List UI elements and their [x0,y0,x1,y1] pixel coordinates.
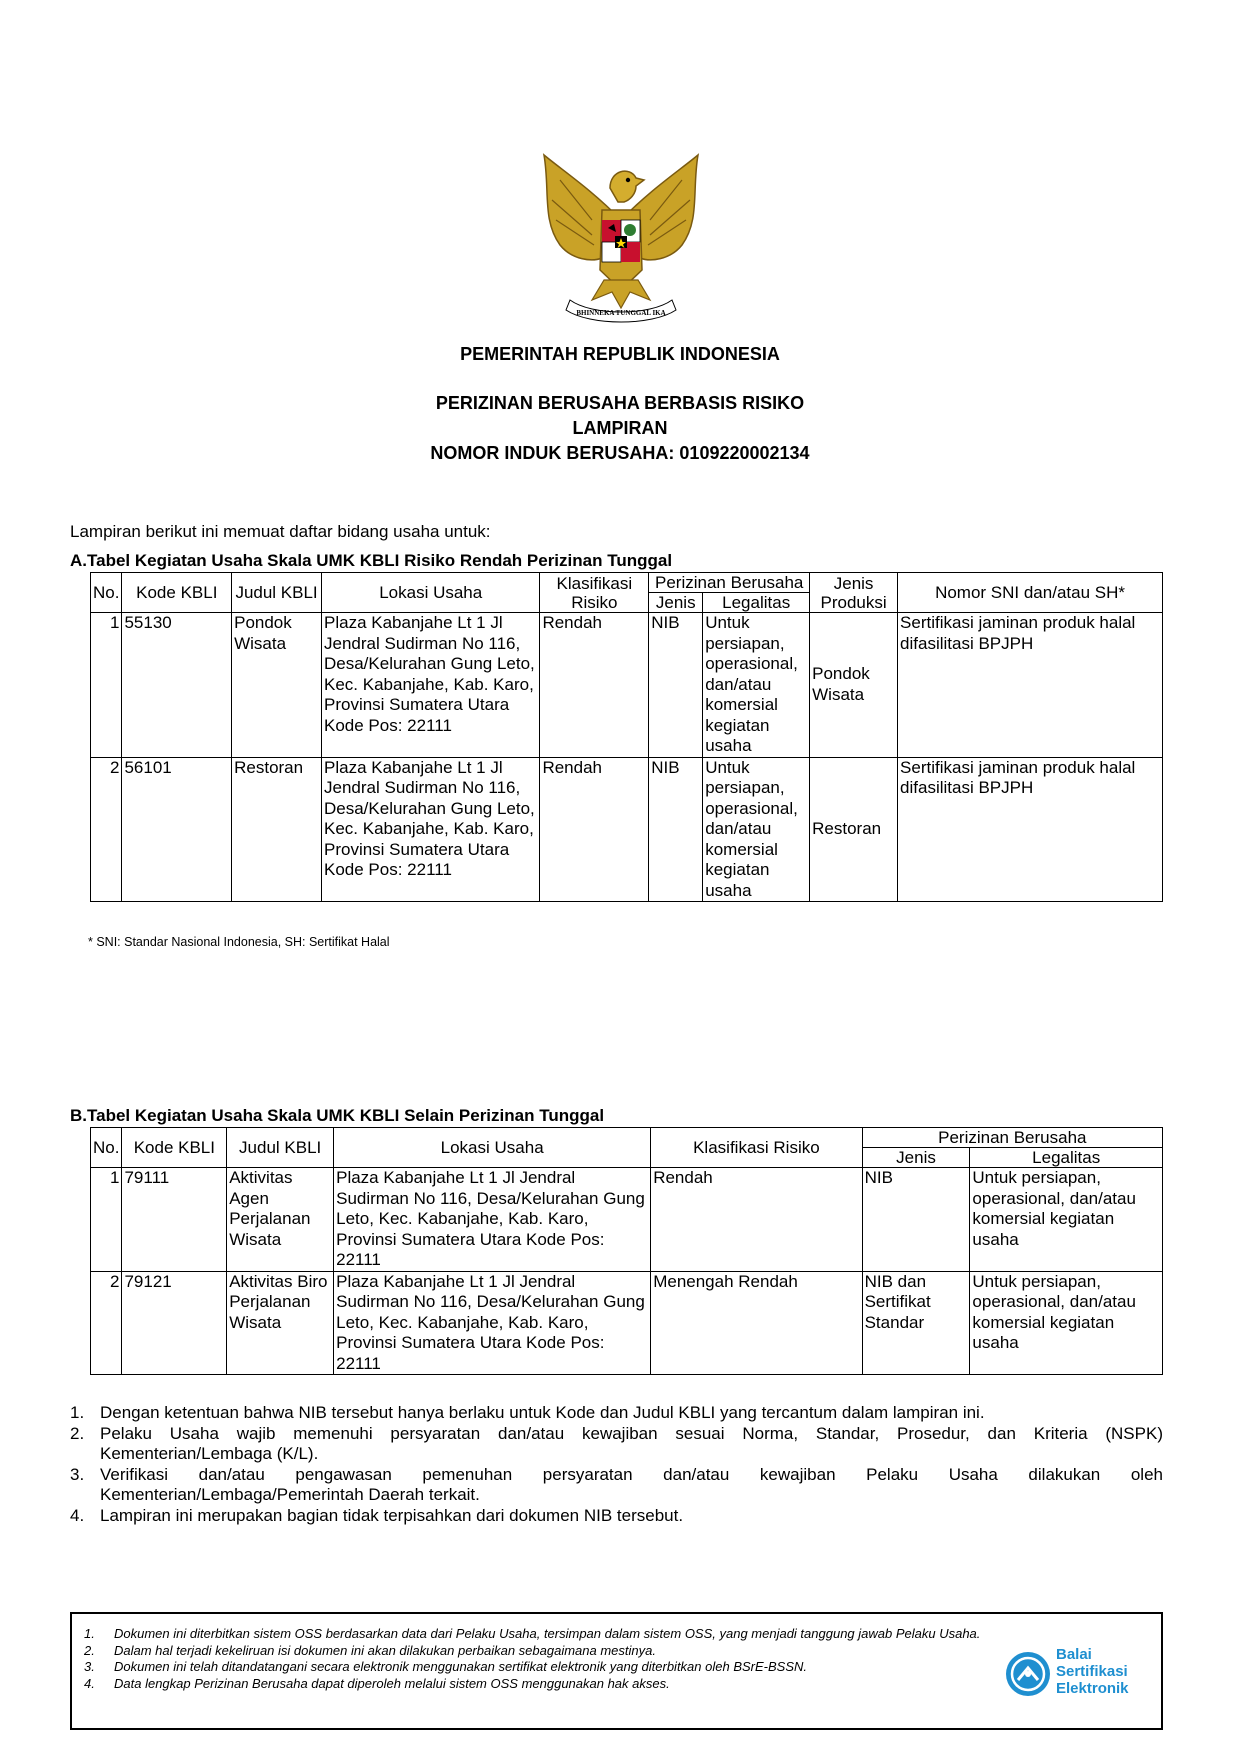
header-no: No. [91,1128,122,1168]
row-kode: 79121 [122,1271,227,1375]
note-text: Pelaku Usaha wajib memenuhi persyaratan dan/atau kewajiban sesuai Norma, Standar, Prosedur, dan Kriteria (NSPK) Kementerian/Lembaga (K/L). [100,1423,1163,1463]
header-klasifikasi-risiko: Klasifikasi Risiko [651,1128,862,1168]
row-legalitas: Untuk persiapan, operasional, dan/atau komersial kegiatan usaha [703,613,810,758]
nib-number: NOMOR INDUK BERUSAHA: 0109220002134 [430,443,810,463]
note-number: 4. [70,1505,85,1525]
row-no: 1 [91,613,122,758]
header-no: No. [91,573,122,613]
table-a-title: A.Tabel Kegiatan Usaha Skala UMK KBLI Risiko Rendah Perizinan Tunggal [70,551,673,570]
row-no: 2 [91,1271,122,1375]
row-legalitas: Untuk persiapan, operasional, dan/atau komersial kegiatan usaha [703,757,810,902]
note-text: Verifikasi dan/atau pengawasan pemenuhan persyaratan dan/atau kewajiban Pelaku Usaha dilakukan oleh Kementerian/Lembaga/Pemerintah Daerah terkait. [100,1464,1163,1504]
row-kode: 79111 [122,1168,227,1272]
row-legalitas: Untuk persiapan, operasional, dan/atau komersial kegiatan usaha [970,1168,1163,1272]
row-legalitas: Untuk persiapan, operasional, dan/atau komersial kegiatan usaha [970,1271,1163,1375]
row-klasifikasi: Rendah [651,1168,862,1272]
row-klasifikasi: Rendah [540,757,649,902]
list-item [84,1659,984,1676]
list-item [84,1676,984,1693]
header-lokasi-usaha: Lokasi Usaha [334,1128,651,1168]
table-row [91,757,1163,902]
table-a [90,572,1163,902]
row-judul: Restoran [232,757,322,902]
note-text: Lampiran ini merupakan bagian tidak terpisahkan dari dokumen NIB tersebut. [100,1505,684,1525]
bsre-logo-line3: Elektronik [1056,1680,1129,1697]
header-judul-kbli: Judul KBLI [232,573,322,613]
header-legalitas: Legalitas [703,593,810,613]
emblem-motto: BHINNEKA TUNGGAL IKA [576,309,666,317]
header-nomor-sni: Nomor SNI dan/atau SH* [898,573,1163,613]
row-klasifikasi: Menengah Rendah [651,1271,862,1375]
document-subtitle: LAMPIRAN [572,418,668,438]
header-klasifikasi-risiko: Klasifikasi Risiko [540,573,649,613]
row-kode: 56101 [122,757,232,902]
row-lokasi: Plaza Kabanjahe Lt 1 Jl Jendral Sudirman No 116, Desa/Kelurahan Gung Leto, Kec. Kabanjahe, Kab. Karo, Provinsi Sumatera Utara Kode Pos: 22111 [334,1271,651,1375]
note-text: Dengan ketentuan bahwa NIB tersebut hanya berlaku untuk Kode dan Judul KBLI yang tercantum dalam lampiran ini. [100,1403,985,1422]
header-jenis: Jenis [862,1148,970,1168]
row-produksi: Restoran [810,757,898,902]
row-sni: Sertifikasi jaminan produk halal difasilitasi BPJPH [898,757,1163,902]
row-lokasi: Plaza Kabanjahe Lt 1 Jl Jendral Sudirman No 116, Desa/Kelurahan Gung Leto, Kec. Kabanjahe, Kab. Karo, Provinsi Sumatera Utara Kode Pos: 22111 [322,613,540,758]
row-judul: Aktivitas Agen Perjalanan Wisata [227,1168,334,1272]
list-item [70,1424,1163,1465]
header-perizinan-berusaha: Perizinan Berusaha [649,573,810,593]
footer-note-text: Data lengkap Perizinan Berusaha dapat diperoleh melalui sistem OSS menggunakan hak akses. [114,1675,670,1691]
table-a-footnote: * SNI: Standar Nasional Indonesia, SH: Sertifikat Halal [88,935,390,949]
document-title: PERIZINAN BERUSAHA BERBASIS RISIKO [435,393,805,413]
header-perizinan-berusaha: Perizinan Berusaha [862,1128,1162,1148]
row-judul: Aktivitas Biro Perjalanan Wisata [227,1271,334,1375]
header-jenis-produksi: Jenis Produksi [810,573,898,613]
row-jenis: NIB [649,757,703,902]
note-number: 2. [70,1423,85,1443]
header-judul-kbli: Judul KBLI [227,1128,334,1168]
list-item [70,1465,1163,1506]
footer-note-text: Dokumen ini diterbitkan sistem OSS berdasarkan data dari Pelaku Usaha, tersimpan dalam sistem OSS, yang menjadi tanggung jawab Pelaku Usaha. [114,1626,981,1641]
list-item [70,1506,1163,1527]
row-sni: Sertifikasi jaminan produk halal difasilitasi BPJPH [898,613,1163,758]
row-no: 2 [91,757,122,902]
row-no: 1 [91,1168,122,1272]
row-lokasi: Plaza Kabanjahe Lt 1 Jl Jendral Sudirman No 116, Desa/Kelurahan Gung Leto, Kec. Kabanjahe, Kab. Karo, Provinsi Sumatera Utara Kode Pos: 22111 [334,1168,651,1272]
footer-note-text: Dalam hal terjadi kekeliruan isi dokumen ini akan dilakukan perbaikan sebagaimana mestinya. [114,1642,656,1658]
footer-disclaimer-box [70,1612,1163,1730]
bsre-logo [1004,1644,1154,1714]
bsre-logo-line2: Sertifikasi [1056,1663,1128,1680]
table-b-title: B.Tabel Kegiatan Usaha Skala UMK KBLI Selain Perizinan Tunggal [70,1106,605,1125]
row-kode: 55130 [122,613,232,758]
list-item [84,1626,984,1643]
bsre-logo-line1: Balai [1056,1646,1092,1663]
bsre-seal-icon [1004,1650,1052,1698]
row-lokasi: Plaza Kabanjahe Lt 1 Jl Jendral Sudirman No 116, Desa/Kelurahan Gung Leto, Kec. Kabanjahe, Kab. Karo, Provinsi Sumatera Utara Kode Pos: 22111 [322,757,540,902]
header-kode-kbli: Kode KBLI [122,1128,227,1168]
table-row [91,1271,1163,1375]
list-item [70,1403,1163,1424]
footer-note-number: 2. [84,1642,95,1658]
header-kode-kbli: Kode KBLI [122,573,232,613]
row-judul: Pondok Wisata [232,613,322,758]
footer-note-number: 1. [84,1626,95,1641]
footer-note-text: Dokumen ini telah ditandatangani secara elektronik menggunakan sertifikat elektronik yang diterbitkan oleh BSrE-BSSN. [114,1659,807,1674]
row-jenis: NIB [649,613,703,758]
garuda-emblem [532,150,710,326]
table-row [91,1168,1163,1272]
footer-note-number: 4. [84,1675,95,1691]
footer-notes [84,1626,984,1692]
list-item [84,1643,984,1660]
row-klasifikasi: Rendah [540,613,649,758]
note-number: 1. [70,1403,85,1422]
government-title: PEMERINTAH REPUBLIK INDONESIA [460,344,780,364]
intro-text: Lampiran berikut ini memuat daftar bidang usaha untuk: [70,522,491,541]
row-jenis: NIB dan Sertifikat Standar [862,1271,970,1375]
row-jenis: NIB [862,1168,970,1272]
header-legalitas: Legalitas [970,1148,1163,1168]
table-b [90,1127,1163,1375]
notes-list [70,1403,1163,1526]
footer-note-number: 3. [84,1659,95,1674]
header-jenis: Jenis [649,593,703,613]
table-row [91,613,1163,758]
note-number: 3. [70,1464,85,1484]
header-lokasi-usaha: Lokasi Usaha [322,573,540,613]
row-produksi: Pondok Wisata [810,613,898,758]
